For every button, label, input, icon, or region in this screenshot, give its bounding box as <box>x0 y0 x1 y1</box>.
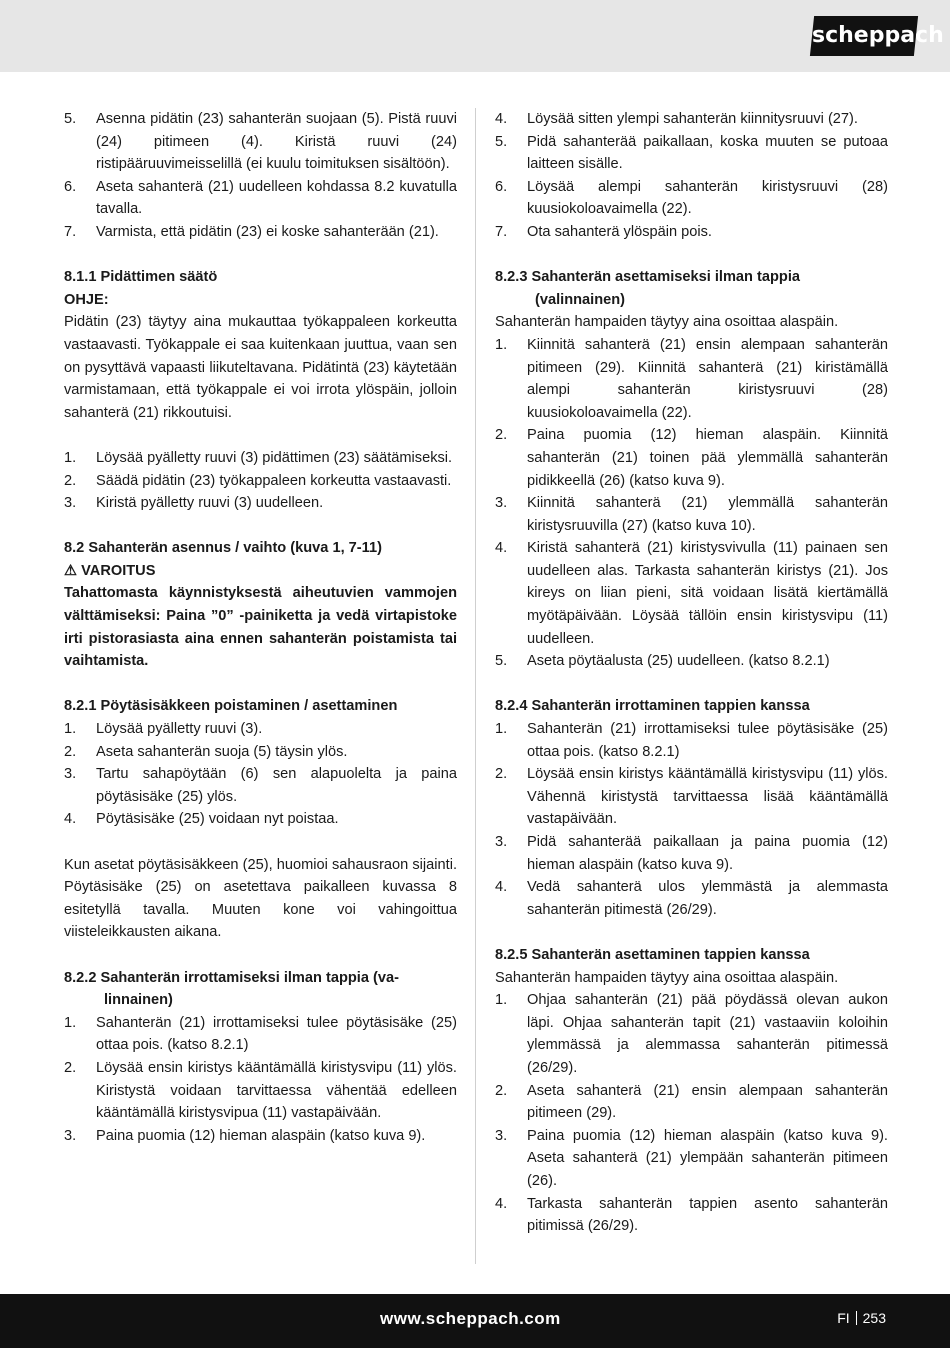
list-item <box>64 108 457 176</box>
section-intro: Sahanterän hampaiden täytyy aina osoittaa alaspäin. <box>495 969 839 986</box>
section-heading-8-2-3: 8.2.3 Sahanterän asettamiseksi ilman tappia <box>495 269 800 286</box>
item-text: Löysää alempi sahanterän kiristysruuvi (28) kuusiokoloavaimella (22). <box>527 178 888 218</box>
item-number: 6. <box>495 178 508 195</box>
item-number: 3. <box>64 766 77 783</box>
item-number: 2. <box>64 472 77 489</box>
item-text: Aseta sahanterä (21) uudelleen kohdassa 8.2 kuvatulla tavalla. <box>96 178 457 218</box>
warning-label: ⚠ VAROITUS <box>64 562 156 579</box>
item-number: 6. <box>64 178 77 195</box>
item-text: Löysää ensin kiristys kääntämällä kiristysvipu (11) ylös. Kiristystä voidaan tarvittaessa vähentää edelleen kääntämällä kiristysvipua (11) vastapäivään. <box>96 1059 457 1122</box>
item-text: Löysää ensin kiristys kääntämällä kiristysvipu (11) ylös. Vähennä kiristystä tarvittaessa lisää kääntämällä vastapäivään. <box>527 766 888 828</box>
list-item <box>64 176 457 221</box>
list-item <box>64 718 457 741</box>
list-item <box>64 221 457 244</box>
item-text: Ohjaa sahanterän (21) pää pöydässä olevan aukon läpi. Ohjaa sahanterän tapit (21) vastaaviin koloihin ylemmässä ja alemmassa sahanterän pitimessä (26/29). <box>527 992 888 1076</box>
list-item <box>495 1193 888 1238</box>
list-item <box>64 470 457 493</box>
note-label: OHJE: <box>64 291 109 308</box>
list-item <box>64 763 457 808</box>
section-heading-8-2-1: 8.2.1 Pöytäsisäkkeen poistaminen / asettaminen <box>64 698 398 715</box>
list-item <box>495 1080 888 1125</box>
item-text: Tarkasta sahanterän tappien asento sahanterän pitimissä (26/29). <box>527 1195 888 1235</box>
note-paragraph: Pidätin (23) täytyy aina mukauttaa työkappaleen korkeutta vastaavasti. Työkappale ei saa kuitenkaan juuttua, vaan sen on pysyttävä vapaasti liikuteltavana. Pidätintä (23) käytetään varmistamaan, että työkappale ei voi irrota ylöspäin, jolloin sahanterä (21) rikkoutuisi. <box>64 314 457 421</box>
section-heading-8-1-1: 8.1.1 Pidättimen säätö <box>64 269 218 286</box>
item-number: 1. <box>64 1014 77 1031</box>
item-number: 5. <box>495 653 508 670</box>
item-number: 2. <box>64 743 77 760</box>
list-item <box>64 808 457 831</box>
section-heading-8-2-2-cont: linnainen) <box>104 992 173 1009</box>
item-text: Aseta sahanterän suoja (5) täysin ylös. <box>96 743 348 760</box>
list-item <box>495 424 888 492</box>
item-text: Pöytäsisäke (25) voidaan nyt poistaa. <box>96 811 339 828</box>
item-text: Kiristä sahanterä (21) kiristysvivulla (11) painaen sen uudelleen alas. Tarkasta sahanterän kiristys (21). Jos kireys on liian pieni, sitä voidaan lisätä kiertämällä myötäpäivään. Löysää tällöin ensin kiristysvipu (11) uudelleen. <box>527 540 888 647</box>
brand-logo <box>810 16 944 56</box>
list-item <box>495 650 888 673</box>
left-column <box>64 108 457 1147</box>
language-code: FI <box>837 1310 850 1326</box>
list-item <box>495 176 888 221</box>
item-number: 7. <box>495 223 508 240</box>
item-number: 4. <box>495 1195 508 1212</box>
item-text: Varmista, että pidätin (23) ei koske sahanterään (21). <box>96 223 439 240</box>
section-heading-8-2-5: 8.2.5 Sahanterän asettaminen tappien kanssa <box>495 946 810 963</box>
item-text: Tartu sahapöytään (6) sen alapuolelta ja paina pöytäsisäke (25) ylös. <box>96 766 457 805</box>
item-text: Löysää sitten ylempi sahanterän kiinnitysruuvi (27). <box>527 111 858 127</box>
item-text: Paina puomia (12) hieman alaspäin. Kiinnitä sahanterän (21) toinen pää ylemmällä sahanterän pidikkeellä (26) (katso kuva 9). <box>527 427 888 489</box>
item-number: 5. <box>495 133 508 150</box>
list-item <box>64 492 457 515</box>
item-number: 5. <box>64 111 77 127</box>
section-heading-8-2-3-cont: (valinnainen) <box>535 291 626 308</box>
item-text: Kiinnitä sahanterä (21) ylemmällä sahanterän kiristysruuvilla (27) (katso kuva 10). <box>527 495 888 534</box>
list-item <box>495 221 888 244</box>
list-item <box>495 334 888 424</box>
item-text: Löysää pyälletty ruuvi (3). <box>96 721 263 738</box>
item-number: 1. <box>64 449 77 466</box>
item-number: 4. <box>64 811 77 828</box>
item-text: Löysää pyälletty ruuvi (3) pidättimen (23) säätämiseksi. <box>96 449 453 466</box>
item-number: 2. <box>495 1082 508 1099</box>
item-text: Asenna pidätin (23) sahanterän suojaan (5). Pistä ruuvi (24) pitimeen (4). Kiristä ruuvi (24) ristipääruuvimeisselillä (ei kuulu toimituksen sisältöön). <box>96 111 457 173</box>
item-number: 4. <box>495 879 508 896</box>
item-number: 2. <box>495 427 508 444</box>
item-text: Säädä pidätin (23) työkappaleen korkeutta vastaavasti. <box>96 472 452 489</box>
item-number: 1. <box>495 992 508 1009</box>
item-text: Kiristä pyälletty ruuvi (3) uudelleen. <box>96 495 324 512</box>
footer-bar <box>0 1294 950 1348</box>
item-text: Vedä sahanterä ulos ylemmästä ja alemmasta sahanterän pitimestä (26/29). <box>527 879 888 918</box>
column-divider <box>475 108 476 1264</box>
item-number: 3. <box>64 1127 77 1144</box>
item-text: Paina puomia (12) hieman alaspäin (katso kuva 9). Aseta sahanterä (21) ylempään sahanterän pitimeen (26). <box>527 1127 888 1189</box>
item-text: Aseta sahanterä (21) ensin alempaan sahanterän pitimeen (29). <box>527 1082 888 1122</box>
item-number: 4. <box>495 540 508 557</box>
page-indicator <box>837 1310 886 1326</box>
item-text: Aseta pöytäalusta (25) uudelleen. (katso 8.2.1) <box>527 653 830 670</box>
list-item <box>495 131 888 176</box>
item-text: Sahanterän (21) irrottamiseksi tulee pöytäsisäke (25) ottaa pois. (katso 8.2.1) <box>96 1014 457 1054</box>
item-number: 7. <box>64 223 77 240</box>
list-item <box>495 989 888 1079</box>
list-item <box>495 876 888 921</box>
list-item <box>64 1125 457 1148</box>
website-link[interactable]: www.scheppach.com <box>380 1309 561 1328</box>
body-paragraph: Kun asetat pöytäsisäkkeen (25), huomioi sahausraon sijainti. Pöytäsisäke (25) on asetettava paikalleen kuvassa 8 esitetyllä tavalla. Muuten kone voi vahingoittua viisteleikkausten aikana. <box>64 856 457 941</box>
section-heading-8-2-2: 8.2.2 Sahanterän irrottamiseksi ilman tappia (va- <box>64 969 399 986</box>
item-number: 3. <box>495 495 508 512</box>
list-item <box>495 537 888 650</box>
header-bar <box>0 0 950 72</box>
section-heading-8-2: 8.2 Sahanterän asennus / vaihto (kuva 1, 7-11) <box>64 540 382 557</box>
list-item <box>64 1057 457 1125</box>
item-number: 3. <box>495 1127 508 1144</box>
page-number: 253 <box>862 1310 886 1326</box>
item-number: 3. <box>495 834 508 850</box>
item-number: 1. <box>64 721 77 738</box>
item-number: 2. <box>64 1059 77 1076</box>
item-number: 1. <box>495 336 508 353</box>
list-item <box>64 741 457 764</box>
list-item <box>495 718 888 763</box>
warning-paragraph: Tahattomasta käynnistyksestä aiheutuvien vammojen välttämiseksi: Paina ”0” -painiketta ja vedä virtapistoke irti pistorasiasta aina ennen sahanterän poistamista tai vaihtamista. <box>64 585 457 670</box>
page-separator <box>856 1311 857 1325</box>
item-text: Ota sahanterä ylöspäin pois. <box>527 223 712 240</box>
right-column <box>495 108 888 1238</box>
list-item <box>495 492 888 537</box>
brand-logo-text: scheppach <box>812 23 944 48</box>
item-text: Kiinnitä sahanterä (21) ensin alempaan sahanterän pitimeen (29). Kiinnitä sahanterä (21) kiristämällä alempi sahanterän kiristysruuvi (28) kuusiokoloavaimella (22). <box>527 336 888 421</box>
list-item <box>495 763 888 831</box>
item-text: Paina puomia (12) hieman alaspäin (katso kuva 9). <box>96 1127 426 1144</box>
list-item <box>495 1125 888 1193</box>
item-number: 3. <box>64 495 77 512</box>
item-text: Sahanterän (21) irrottamiseksi tulee pöytäsisäke (25) ottaa pois. (katso 8.2.1) <box>527 721 888 760</box>
list-item <box>64 447 457 470</box>
list-item <box>495 831 888 876</box>
section-intro: Sahanterän hampaiden täytyy aina osoittaa alaspäin. <box>495 314 839 331</box>
list-item <box>64 1012 457 1057</box>
item-number: 2. <box>495 766 508 783</box>
item-text: Pidä sahanterää paikallaan, koska muuten se putoaa laitteen sisälle. <box>527 133 888 173</box>
item-text: Pidä sahanterää paikallaan ja paina puomia (12) hieman alaspäin (katso kuva 9). <box>527 834 888 873</box>
section-heading-8-2-4: 8.2.4 Sahanterän irrottaminen tappien kanssa <box>495 698 810 715</box>
item-number: 1. <box>495 721 508 738</box>
list-item <box>495 108 888 131</box>
item-number: 4. <box>495 111 508 127</box>
